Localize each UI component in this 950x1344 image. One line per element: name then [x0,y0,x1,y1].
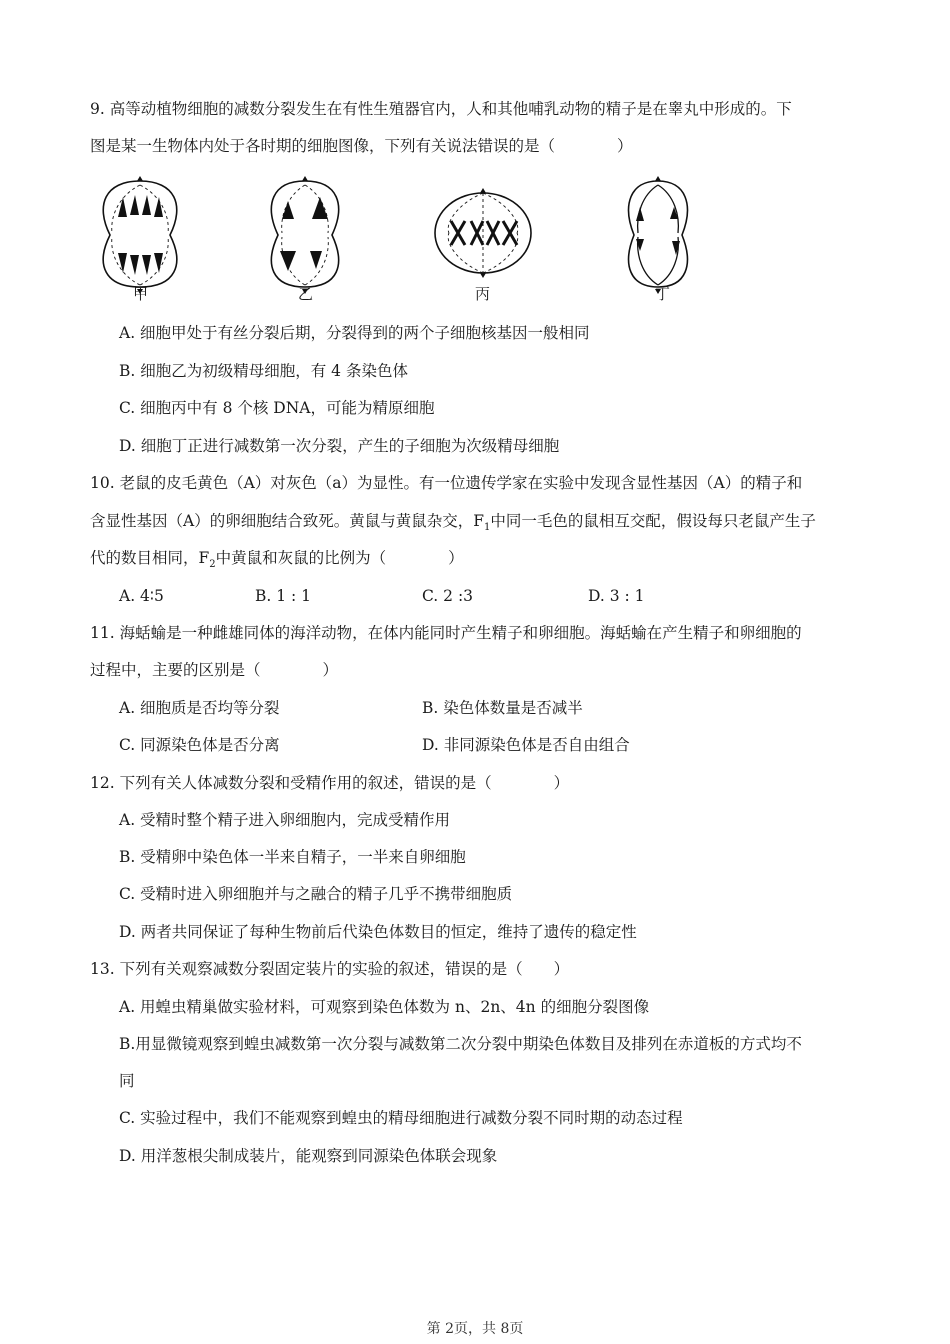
q12-option-c: C. 受精时进入卵细胞并与之融合的精子几乎不携带细胞质 [119,885,513,903]
q11-option-a: A. 细胞质是否均等分裂 [119,699,280,717]
q9-option-c: C. 细胞丙中有 8 个核 DNA，可能为精原细胞 [119,399,435,417]
q9-option-b: B. 细胞乙为初级精母细胞，有 4 条染色体 [119,362,408,380]
q10-stem-line1: 10. 老鼠的皮毛黄色（A）对灰色（a）为显性。有一位遗传学家在实验中发现含显性基因（A）的精子和 [90,474,803,492]
q9-option-d: D. 细胞丁正进行减数第一次分裂，产生的子细胞为次级精母细胞 [119,437,560,455]
q13-option-b-cont: 同 [119,1072,135,1090]
q10-option-c: C. 2 :3 [422,587,474,605]
q13-option-d: D. 用洋葱根尖制成装片，能观察到同源染色体联会现象 [119,1147,498,1165]
q13-option-c: C. 实验过程中，我们不能观察到蝗虫的精母细胞进行减数分裂不同时期的动态过程 [119,1109,683,1127]
q9-stem-line2: 图是某一生物体内处于各时期的细胞图像，下列有关说法错误的是（ ） [90,137,633,155]
page-footer: 第 2页，共 8页 [426,1321,524,1337]
q10-option-b: B. 1 : 1 [255,587,312,605]
label-yi: 乙 [298,285,314,303]
q11-stem-line1: 11. 海蛞蝓是一种雌雄同体的海洋动物，在体内能同时产生精子和卵细胞。海蛞蝓在产生精子和卵细胞的 [90,624,802,642]
label-ding: 丁 [655,285,671,303]
q9-cell-figure [90,175,730,310]
q10-stem-line3: 代的数目相同，$F_2$中黄鼠和灰鼠的比例为（ ） [90,549,464,571]
q11-stem-line2: 过程中，主要的区别是（ ） [90,661,339,679]
q11-option-d: D. 非同源染色体是否自由组合 [422,736,630,754]
cell-bing [435,188,531,278]
q12-option-a: A. 受精时整个精子进入卵细胞内，完成受精作用 [119,811,451,829]
q12-option-d: D. 两者共同保证了每种生物前后代染色体数目的恒定，维持了遗传的稳定性 [119,923,637,941]
label-bing: 丙 [475,285,491,303]
cell-jia [103,176,177,294]
q9-option-a: A. 细胞甲处于有丝分裂后期，分裂得到的两个子细胞核基因一般相同 [119,324,590,342]
q9-stem-line1: 9. 高等动植物细胞的减数分裂发生在有性生殖器官内，人和其他哺乳动物的精子是在睾丸中形成的。下 [90,100,792,118]
q13-option-b: B.用显微镜观察到蝗虫减数第一次分裂与减数第二次分裂中期染色体数目及排列在赤道板的方式均不 [119,1035,802,1053]
label-jia: 甲 [133,285,149,303]
cell-diagrams [90,175,730,310]
q10-stem-line2: 含显性基因（A）的卵细胞结合致死。黄鼠与黄鼠杂交，$F_1$中同一毛色的鼠相互交配，假设每只老鼠产生子 [90,512,816,534]
q13-stem: 13. 下列有关观察减数分裂固定装片的实验的叙述，错误的是（ ） [90,960,570,978]
q11-option-c: C. 同源染色体是否分离 [119,736,280,754]
cell-yi [271,176,338,294]
q11-option-b: B. 染色体数量是否减半 [422,699,583,717]
q12-stem: 12. 下列有关人体减数分裂和受精作用的叙述，错误的是（ ） [90,774,570,792]
q13-option-a: A. 用蝗虫精巢做实验材料，可观察到染色体数为 n、2n、4n 的细胞分裂图像 [119,998,650,1016]
q12-option-b: B. 受精卵中染色体一半来自精子，一半来自卵细胞 [119,848,466,866]
cell-ding [629,176,688,294]
q10-option-d: D. 3 : 1 [588,587,645,605]
q10-option-a: A. 4∶5 [119,587,164,605]
